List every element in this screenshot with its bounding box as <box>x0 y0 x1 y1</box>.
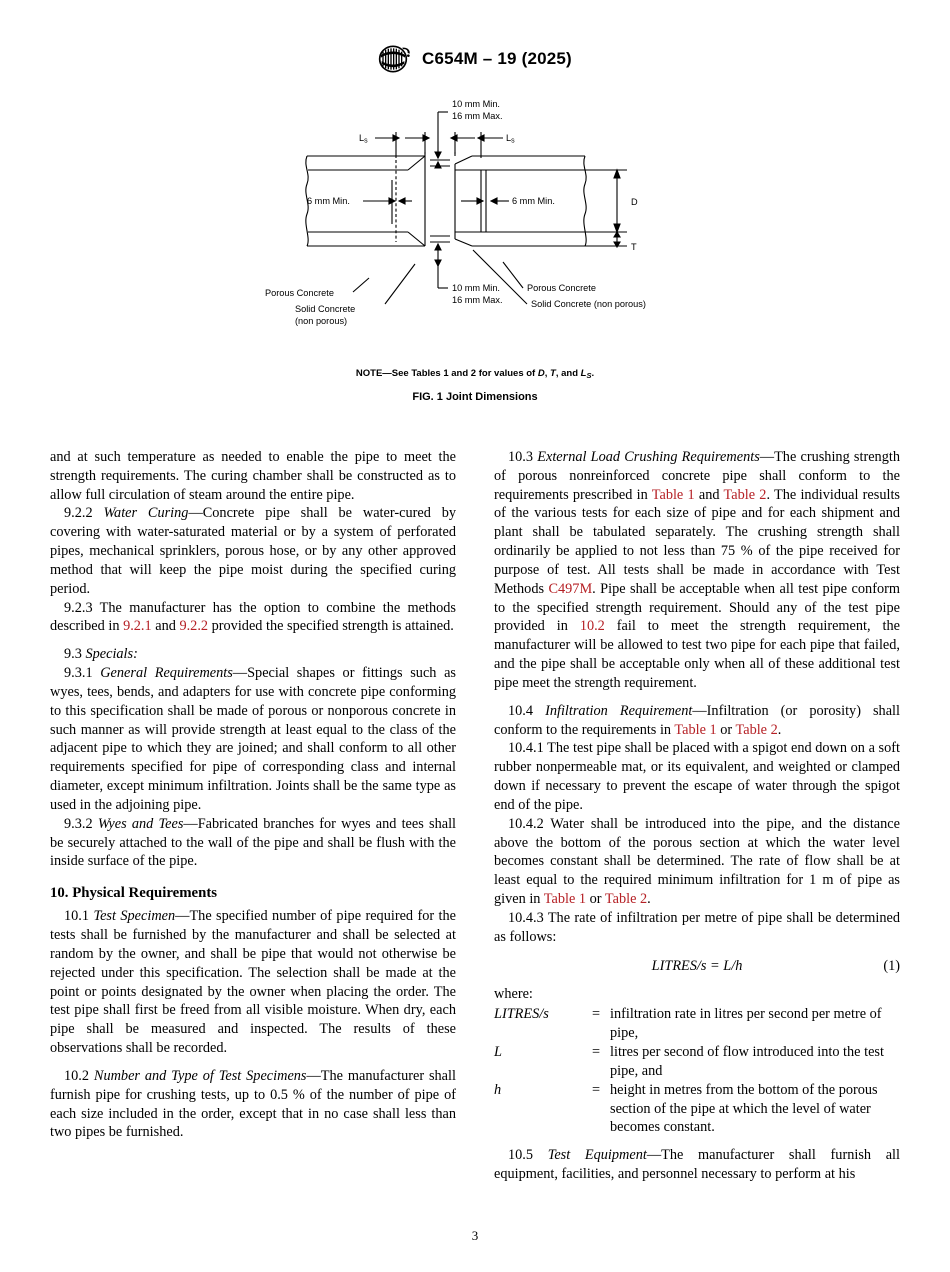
clause-number-10-4: 10.4 <box>508 702 534 719</box>
clause-text-10-3-b: and <box>694 486 724 503</box>
clause-text-9-2-3-pre: 9.2.3 The manufacturer has the option to combine the methods described in <box>50 599 456 635</box>
paragraph-9-2-3 <box>50 599 456 637</box>
clause-number-10-1: 10.1 <box>64 908 90 925</box>
clause-text-10-4-a: —Infiltration (or porosity) shall conform to the requirements in <box>494 702 900 738</box>
definition-equals: = <box>591 1044 601 1061</box>
clause-text-10-4-b: or <box>716 721 736 738</box>
clause-number-9-3-2: 9.3.2 <box>64 815 93 832</box>
clause-text-10-1: —The specified number of pipe required for the tests shall be furnished by the manufacturer and shall be selected at random by the owner, and shall be pipe that would not otherwise be rejected under this specification. The selection shall be made at the point or points designated by the owner when placing the order. The test pipe shall first be freed from all visible moisture. When dry, each pipe shall be measured and inspected. The results of these observations shall be recorded. <box>50 908 456 1057</box>
label-diameter-d: D <box>631 197 638 207</box>
xref-10-2[interactable]: 10.2 <box>579 618 605 635</box>
definition-row <box>494 1005 900 1043</box>
clause-text-10-3-a: —The crushing strength of porous nonreinforced concrete pipe shall conform to the requirements prescribed in <box>494 449 900 503</box>
left-column <box>50 448 456 1184</box>
page-header <box>0 45 950 73</box>
xref-c497m[interactable]: C497M <box>548 580 593 597</box>
clause-term-9-3-2: Wyes and Tees <box>97 815 184 832</box>
page-number: 3 <box>471 1228 479 1243</box>
label-wall-right: 6 mm Min. <box>512 196 555 206</box>
paragraph-curing-continued: and at such temperature as needed to enable the pipe to meet the strength requirements. The curing chamber shall be constructed as to allow full circulation of steam around the entire pipe. <box>50 449 456 503</box>
equation-expression: LITRES/s = L/h <box>651 957 743 974</box>
clause-text-9-3-2: —Fabricated branches for wyes and tees shall be securely attached to the wall of the pipe and shall be flush with the inside surface of the pipe. <box>50 815 457 870</box>
clause-number-10-3: 10.3 <box>508 449 534 465</box>
paragraph-10-5 <box>494 1146 900 1184</box>
clause-term-10-3: External Load Crushing Requirements <box>537 449 760 465</box>
clause-term-10-2: Number and Type of Test Specimens <box>93 1067 307 1084</box>
clause-number-9-3: 9.3 <box>64 646 82 663</box>
label-bottom-gap-min: 10 mm Min. <box>452 283 500 293</box>
definition-symbol: LITRES/s <box>494 1006 549 1023</box>
clause-term-9-2-2: Water Curing <box>103 505 189 522</box>
label-porous-concrete-left: Porous Concrete <box>265 288 334 298</box>
xref-table-1-b[interactable]: Table 1 <box>674 721 717 738</box>
xref-table-2-b[interactable]: Table 2 <box>735 721 778 738</box>
paragraph-10-2 <box>50 1067 456 1142</box>
astm-logo-icon <box>378 45 412 73</box>
clause-number-10-5: 10.5 <box>508 1147 534 1164</box>
xref-9-2-2[interactable]: 9.2.2 <box>179 618 209 635</box>
figure-caption: FIG. 1 Joint Dimensions <box>412 391 538 403</box>
clause-text-10-4-2-b: or <box>586 891 605 908</box>
label-wall-left: 6 mm Min. <box>307 196 350 206</box>
xref-table-1-a[interactable]: Table 1 <box>651 486 695 503</box>
clause-number-10-2: 10.2 <box>64 1067 90 1084</box>
label-porous-concrete-right: Porous Concrete <box>527 283 596 293</box>
paragraph-9-3 <box>50 645 456 664</box>
joint-dimensions-drawing <box>265 92 685 327</box>
equation-number: (1) <box>883 957 900 974</box>
definition-symbol: h <box>494 1081 502 1098</box>
clause-number-9-2-2: 9.2.2 <box>64 505 93 522</box>
clause-text-10-4-2-c: . <box>647 891 651 908</box>
definition-equals: = <box>591 1006 601 1023</box>
definition-text: infiltration rate in litres per second per metre of pipe, <box>610 1006 882 1042</box>
clause-term-9-3-1: General Requirements <box>100 665 233 682</box>
label-top-gap-max: 16 mm Max. <box>452 111 503 121</box>
paragraph-10-4 <box>494 702 900 740</box>
clause-text-10-4-2-a: 10.4.2 Water shall be introduced into the pipe, and the distance above the bottom of the porous section at which the water level becomes constant shall be determined. The rate of flow shall be at least equal to the required minimum infiltration for 1 m of pipe as given in <box>494 815 900 908</box>
figure-1-joint-dimensions <box>0 92 950 327</box>
clause-text-10-4-c: . <box>777 721 782 738</box>
section-heading-10: 10. Physical Requirements <box>50 885 218 902</box>
clause-text-9-3-1: —Special shapes or fittings such as wyes, tees, bends, and adapters for use with concrete pipe conforming to this specification shall be made of porous or nonporous concrete in such manner as will provide strength at least equal to the class of the adjacent pipe to which they are joined; and shall conform to all other requirements specified for pipe of corresponding class and internal diameter, except minimum infiltration. Joints shall be the same type as used in the adjoining pipe. <box>50 665 456 813</box>
clause-text-10-3-d: . Pipe shall be acceptable when all test pipe conform to the specified strength requirement. Should any of the test pipe provided in <box>494 580 900 635</box>
label-ls-left: Ls <box>359 133 368 145</box>
clause-term-10-1: Test Specimen <box>93 908 176 925</box>
paragraph-10-1 <box>50 907 456 1058</box>
document-designation: C654M – 19 (2025) <box>422 49 572 68</box>
label-solid-concrete-right: Solid Concrete (non porous) <box>531 299 646 309</box>
definition-row <box>494 1043 900 1081</box>
label-bottom-gap-max: 16 mm Max. <box>452 295 503 305</box>
clause-text-10-5: —The manufacturer shall furnish all equipment, facilities, and personnel necessary to perform at his <box>494 1147 900 1182</box>
clause-term-9-3: Specials: <box>85 646 138 663</box>
paragraph-10-3 <box>494 448 900 693</box>
xref-9-2-1[interactable]: 9.2.1 <box>123 618 152 635</box>
clause-text-9-2-3-mid: and <box>151 618 180 635</box>
clause-text-10-2: —The manufacturer shall furnish pipe for crushing tests, up to 0.5 % of the number of pipe of each size included in the order, except that in no case shall less than two pipes be furnished. <box>50 1067 456 1141</box>
clause-term-10-5: Test Equipment <box>547 1147 647 1164</box>
definition-equals: = <box>591 1081 601 1098</box>
label-top-gap-min: 10 mm Min. <box>452 99 500 109</box>
label-solid-concrete-left-1: Solid Concrete <box>295 304 356 314</box>
right-column <box>494 448 900 1184</box>
definition-list <box>494 1005 900 1137</box>
definition-text: height in metres from the bottom of the porous section of the pipe at which the level of water becomes constant. <box>610 1081 878 1136</box>
clause-text-10-3-c: . The individual results of the various tests for each size of pipe and for each shipment and plant shall be tabulated separately. The crushing strength shall ordinarily be applied to not less than 75 % of the pipe received for purpose of test. All tests shall be made in accordance with Test Methods <box>494 486 900 597</box>
figure-note: NOTE—See Tables 1 and 2 for values of D, T, and $L_S$. <box>355 368 595 380</box>
where-label: where: <box>494 985 533 1002</box>
definition-text: litres per second of flow introduced into the test pipe, and <box>610 1044 884 1079</box>
equation-1 <box>494 958 900 975</box>
paragraph-10-4-1: 10.4.1 The test pipe shall be placed with a spigot end down on a soft rubber nonpermeable mat, or its equivalent, and weighted or clamped down if necessary to prevent the escape of water through the spigot end of the pipe. <box>494 740 900 813</box>
label-thickness-t: T <box>631 242 637 252</box>
paragraph-9-3-2 <box>50 815 456 871</box>
paragraph-9-3-1 <box>50 664 456 815</box>
paragraph-9-2-2 <box>50 504 456 598</box>
label-ls-right: Ls <box>506 133 515 145</box>
label-solid-concrete-left-2: (non porous) <box>295 316 348 326</box>
xref-table-2-a[interactable]: Table 2 <box>723 486 767 503</box>
definition-symbol: L <box>494 1044 502 1061</box>
paragraph-10-4-3: 10.4.3 The rate of infiltration per metre of pipe shall be determined as follows: <box>494 909 900 945</box>
clause-text-9-2-3-post: provided the specified strength is attained. <box>208 618 454 635</box>
clause-text-10-3-e: fail to meet the strength requirement, the manufacturer will be allowed to test two pipe for each pipe that failed, and the pipe shall be acceptable only when all of these additional test pipe meet the strength requirement. <box>494 618 900 691</box>
xref-table-1-c[interactable]: Table 1 <box>543 891 587 908</box>
body-columns <box>50 448 900 1184</box>
xref-table-2-c[interactable]: Table 2 <box>604 891 648 908</box>
clause-text-9-2-2: —Concrete pipe shall be water-cured by covering with water-saturated material or by a system of perforated pipes, mechanical sprinklers, porous hose, or by any other approved method that will keep the pipe moist during the specified curing period. <box>50 505 456 597</box>
clause-term-10-4: Infiltration Requirement <box>545 702 693 719</box>
definition-row <box>494 1081 900 1137</box>
clause-number-9-3-1: 9.3.1 <box>64 665 93 682</box>
paragraph-10-4-2 <box>494 815 900 909</box>
